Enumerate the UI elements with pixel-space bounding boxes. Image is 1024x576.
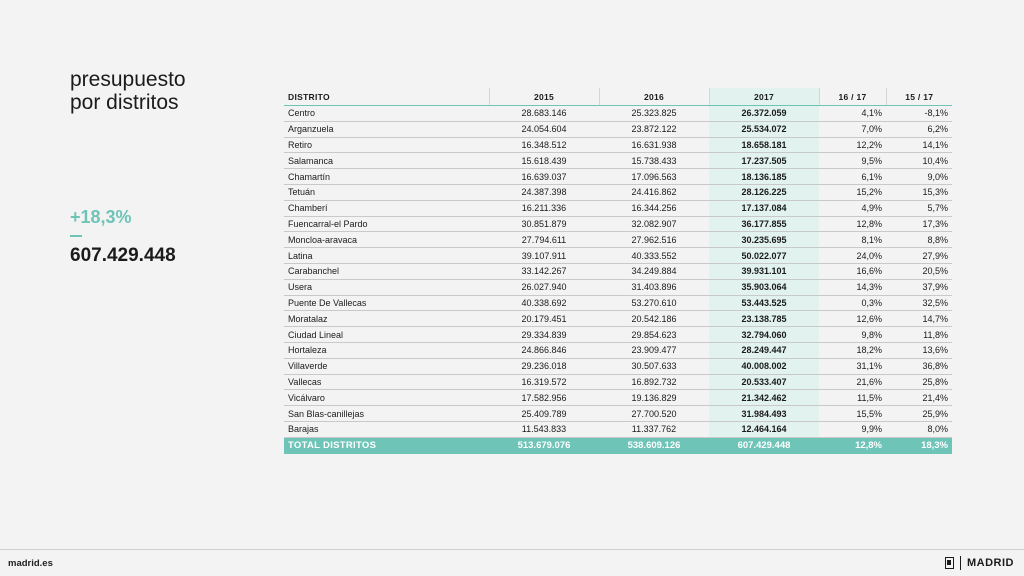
cell-change-15-17: 8,0% — [886, 421, 952, 437]
cell-change-16-17: 24,0% — [819, 248, 886, 264]
cell-value-2017: 40.008.002 — [709, 358, 819, 374]
cell-value-2016: 27.700.520 — [599, 406, 709, 422]
cell-value-2017: 26.372.059 — [709, 106, 819, 122]
cell-value-2016: 19.136.829 — [599, 390, 709, 406]
cell-value-2017: 21.342.462 — [709, 390, 819, 406]
cell-change-16-17: 9,8% — [819, 327, 886, 343]
cell-district: San Blas-canillejas — [284, 406, 489, 422]
cell-district: Latina — [284, 248, 489, 264]
cell-value-2016: 31.403.896 — [599, 279, 709, 295]
budget-table — [284, 88, 952, 454]
cell-value-2016: 23.909.477 — [599, 342, 709, 358]
table-header-row — [284, 88, 952, 106]
table-row — [284, 184, 952, 200]
cell-value-2015: 26.027.940 — [489, 279, 599, 295]
cell-value-2017: 20.533.407 — [709, 374, 819, 390]
cell-value-2017: 18.136.185 — [709, 169, 819, 185]
cell-value-2015: 24.866.846 — [489, 342, 599, 358]
cell-value-2016: 16.631.938 — [599, 137, 709, 153]
cell-change-15-17: 25,9% — [886, 406, 952, 422]
cell-value-2017: 35.903.064 — [709, 279, 819, 295]
cell-value-2017: 28.249.447 — [709, 342, 819, 358]
total-16-17: 12,8% — [819, 437, 886, 454]
cell-value-2015: 28.683.146 — [489, 106, 599, 122]
cell-value-2017: 39.931.101 — [709, 263, 819, 279]
cell-district: Salamanca — [284, 153, 489, 169]
cell-district: Chamberí — [284, 200, 489, 216]
cell-change-16-17: 11,5% — [819, 390, 886, 406]
table-row — [284, 169, 952, 185]
header-2017: 2017 — [709, 88, 819, 106]
footer-divider — [0, 549, 1024, 550]
header-2015: 2015 — [489, 88, 599, 106]
table-row — [284, 374, 952, 390]
cell-value-2017: 25.534.072 — [709, 121, 819, 137]
growth-percentage: +18,3% — [70, 207, 132, 227]
cell-value-2016: 25.323.825 — [599, 106, 709, 122]
table-row — [284, 390, 952, 406]
cell-change-15-17: 27,9% — [886, 248, 952, 264]
cell-change-16-17: 9,9% — [819, 421, 886, 437]
cell-district: Ciudad Lineal — [284, 327, 489, 343]
cell-district: Barajas — [284, 421, 489, 437]
cell-value-2016: 20.542.186 — [599, 311, 709, 327]
cell-change-16-17: 16,6% — [819, 263, 886, 279]
cell-value-2016: 16.892.732 — [599, 374, 709, 390]
cell-change-16-17: 15,5% — [819, 406, 886, 422]
cell-value-2015: 30.851.879 — [489, 216, 599, 232]
page-title — [70, 68, 186, 114]
table-row — [284, 248, 952, 264]
table-row — [284, 406, 952, 422]
cell-change-16-17: 15,2% — [819, 184, 886, 200]
cell-value-2017: 53.443.525 — [709, 295, 819, 311]
cell-value-2017: 18.658.181 — [709, 137, 819, 153]
cell-change-16-17: 7,0% — [819, 121, 886, 137]
cell-change-15-17: 15,3% — [886, 184, 952, 200]
cell-change-15-17: 6,2% — [886, 121, 952, 137]
cell-value-2016: 24.416.862 — [599, 184, 709, 200]
cell-value-2015: 33.142.267 — [489, 263, 599, 279]
total-row — [284, 437, 952, 454]
cell-value-2017: 12.464.164 — [709, 421, 819, 437]
cell-value-2016: 29.854.623 — [599, 327, 709, 343]
cell-value-2017: 23.138.785 — [709, 311, 819, 327]
cell-change-16-17: 4,1% — [819, 106, 886, 122]
cell-value-2015: 25.409.789 — [489, 406, 599, 422]
table-row — [284, 279, 952, 295]
header-15-17: 15 / 17 — [886, 88, 952, 106]
cell-value-2017: 30.235.695 — [709, 232, 819, 248]
cell-value-2015: 39.107.911 — [489, 248, 599, 264]
table-row — [284, 121, 952, 137]
cell-change-15-17: 36,8% — [886, 358, 952, 374]
cell-change-15-17: 20,5% — [886, 263, 952, 279]
cell-value-2015: 16.639.037 — [489, 169, 599, 185]
table-row — [284, 342, 952, 358]
cell-district: Fuencarral-el Pardo — [284, 216, 489, 232]
cell-change-15-17: 17,3% — [886, 216, 952, 232]
cell-value-2016: 27.962.516 — [599, 232, 709, 248]
cell-value-2016: 53.270.610 — [599, 295, 709, 311]
cell-value-2017: 28.126.225 — [709, 184, 819, 200]
cell-change-16-17: 14,3% — [819, 279, 886, 295]
cell-change-16-17: 9,5% — [819, 153, 886, 169]
cell-value-2015: 29.236.018 — [489, 358, 599, 374]
total-2016: 538.609.126 — [599, 437, 709, 454]
cell-change-15-17: 8,8% — [886, 232, 952, 248]
cell-value-2015: 27.794.611 — [489, 232, 599, 248]
table-row — [284, 327, 952, 343]
cell-value-2016: 16.344.256 — [599, 200, 709, 216]
cell-value-2017: 17.137.084 — [709, 200, 819, 216]
cell-value-2016: 15.738.433 — [599, 153, 709, 169]
cell-value-2017: 32.794.060 — [709, 327, 819, 343]
title-line-2: por distritos — [70, 91, 179, 114]
cell-change-15-17: 10,4% — [886, 153, 952, 169]
cell-change-16-17: 12,6% — [819, 311, 886, 327]
header-16-17: 16 / 17 — [819, 88, 886, 106]
table-row — [284, 421, 952, 437]
cell-district: Carabanchel — [284, 263, 489, 279]
cell-change-16-17: 21,6% — [819, 374, 886, 390]
title-line-1: presupuesto — [70, 68, 186, 91]
cell-district: Arganzuela — [284, 121, 489, 137]
cell-value-2015: 11.543.833 — [489, 421, 599, 437]
cell-district: Retiro — [284, 137, 489, 153]
cell-value-2016: 23.872.122 — [599, 121, 709, 137]
cell-district: Villaverde — [284, 358, 489, 374]
table-row — [284, 153, 952, 169]
cell-value-2015: 16.211.336 — [489, 200, 599, 216]
cell-value-2016: 17.096.563 — [599, 169, 709, 185]
cell-value-2016: 32.082.907 — [599, 216, 709, 232]
cell-value-2015: 24.054.604 — [489, 121, 599, 137]
cell-value-2015: 24.387.398 — [489, 184, 599, 200]
cell-change-16-17: 6,1% — [819, 169, 886, 185]
cell-change-15-17: 13,6% — [886, 342, 952, 358]
table-row — [284, 137, 952, 153]
header-2016: 2016 — [599, 88, 709, 106]
cell-value-2016: 11.337.762 — [599, 421, 709, 437]
cell-value-2016: 40.333.552 — [599, 248, 709, 264]
brand-logo — [945, 556, 1014, 570]
cell-change-16-17: 0,3% — [819, 295, 886, 311]
cell-value-2017: 50.022.077 — [709, 248, 819, 264]
cell-change-15-17: 14,1% — [886, 137, 952, 153]
cell-change-15-17: 9,0% — [886, 169, 952, 185]
cell-district: Vicálvaro — [284, 390, 489, 406]
cell-district: Moncloa-aravaca — [284, 232, 489, 248]
cell-value-2015: 20.179.451 — [489, 311, 599, 327]
cell-change-16-17: 12,8% — [819, 216, 886, 232]
cell-value-2015: 29.334.839 — [489, 327, 599, 343]
table-row — [284, 358, 952, 374]
table-row — [284, 295, 952, 311]
madrid-emblem-icon — [945, 557, 954, 569]
table-row — [284, 263, 952, 279]
header-distrito: DISTRITO — [284, 88, 489, 106]
cell-change-15-17: 5,7% — [886, 200, 952, 216]
cell-value-2017: 36.177.855 — [709, 216, 819, 232]
cell-value-2017: 17.237.505 — [709, 153, 819, 169]
cell-district: Usera — [284, 279, 489, 295]
cell-change-15-17: -8,1% — [886, 106, 952, 122]
cell-value-2017: 31.984.493 — [709, 406, 819, 422]
cell-change-15-17: 25,8% — [886, 374, 952, 390]
cell-change-15-17: 21,4% — [886, 390, 952, 406]
cell-change-16-17: 18,2% — [819, 342, 886, 358]
cell-district: Moratalaz — [284, 311, 489, 327]
cell-district: Puente De Vallecas — [284, 295, 489, 311]
cell-change-16-17: 8,1% — [819, 232, 886, 248]
cell-change-15-17: 14,7% — [886, 311, 952, 327]
cell-value-2015: 40.338.692 — [489, 295, 599, 311]
cell-value-2015: 15.618.439 — [489, 153, 599, 169]
cell-district: Chamartín — [284, 169, 489, 185]
cell-value-2015: 17.582.956 — [489, 390, 599, 406]
total-15-17: 18,3% — [886, 437, 952, 454]
footer-site-link[interactable]: madrid.es — [8, 558, 53, 569]
cell-value-2016: 34.249.884 — [599, 263, 709, 279]
table-row — [284, 216, 952, 232]
brand-name: MADRID — [967, 557, 1014, 569]
total-2017: 607.429.448 — [709, 437, 819, 454]
cell-change-15-17: 11,8% — [886, 327, 952, 343]
total-budget: 607.429.448 — [70, 245, 176, 266]
table-row — [284, 200, 952, 216]
cell-district: Vallecas — [284, 374, 489, 390]
table-row — [284, 106, 952, 122]
total-2015: 513.679.076 — [489, 437, 599, 454]
cell-value-2015: 16.348.512 — [489, 137, 599, 153]
brand-separator — [960, 556, 961, 570]
cell-value-2016: 30.507.633 — [599, 358, 709, 374]
cell-change-15-17: 37,9% — [886, 279, 952, 295]
cell-district: Centro — [284, 106, 489, 122]
table-row — [284, 232, 952, 248]
table-row — [284, 311, 952, 327]
cell-district: Hortaleza — [284, 342, 489, 358]
accent-divider — [70, 235, 82, 237]
cell-change-16-17: 31,1% — [819, 358, 886, 374]
cell-district: Tetuán — [284, 184, 489, 200]
cell-change-16-17: 12,2% — [819, 137, 886, 153]
total-label: TOTAL DISTRITOS — [284, 437, 489, 454]
cell-value-2015: 16.319.572 — [489, 374, 599, 390]
cell-change-16-17: 4,9% — [819, 200, 886, 216]
cell-change-15-17: 32,5% — [886, 295, 952, 311]
